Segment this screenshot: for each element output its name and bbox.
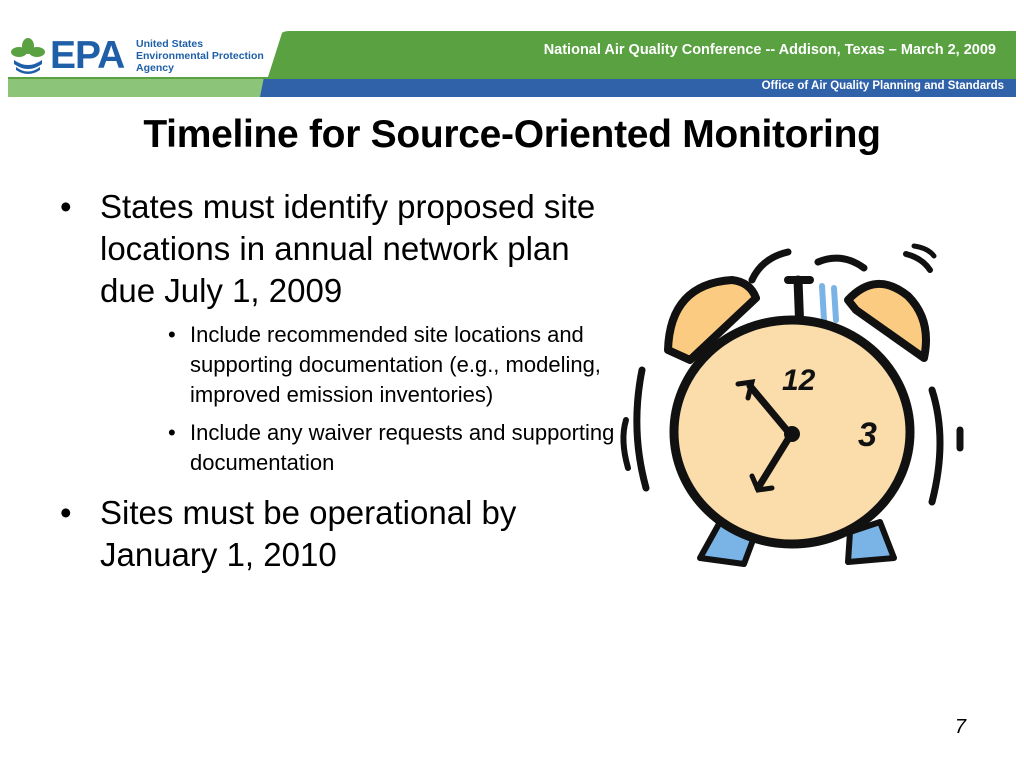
agency-line: Environmental Protection bbox=[136, 50, 264, 62]
clock-center bbox=[784, 426, 800, 442]
epa-logo-letters: EPA bbox=[50, 34, 125, 77]
alarm-clock-illustration bbox=[612, 240, 972, 580]
epa-seal-icon bbox=[8, 36, 48, 76]
agency-name bbox=[136, 38, 276, 74]
agency-line: Agency bbox=[136, 62, 174, 74]
motion-lines bbox=[752, 252, 788, 280]
clock-number-12: 12 bbox=[782, 364, 816, 397]
conference-text: National Air Quality Conference -- Addison, Texas – March 2, 2009 bbox=[543, 42, 996, 58]
agency-line: United States bbox=[136, 38, 204, 50]
sub-bullet-item: • Include recommended site locations and supporting documentation (e.g., modeling, improved emission inventories) bbox=[166, 320, 616, 410]
bullet-item: • States must identify proposed site locations in annual network plan due July 1, 2009 bbox=[56, 186, 616, 312]
slide-header bbox=[0, 0, 1024, 100]
epa-logo bbox=[8, 36, 272, 76]
bullet-list bbox=[56, 186, 616, 576]
office-text: Office of Air Quality Planning and Standards bbox=[761, 80, 1004, 92]
bullet-item: • Sites must be operational by January 1, 2010 bbox=[56, 492, 616, 576]
page-number: 7 bbox=[954, 716, 966, 738]
clock-number-3: 3 bbox=[858, 416, 877, 454]
sub-bullet-item: • Include any waiver requests and supporting documentation bbox=[166, 418, 616, 478]
sub-bullet-list bbox=[166, 320, 616, 478]
slide-title: Timeline for Source-Oriented Monitoring bbox=[143, 113, 881, 156]
